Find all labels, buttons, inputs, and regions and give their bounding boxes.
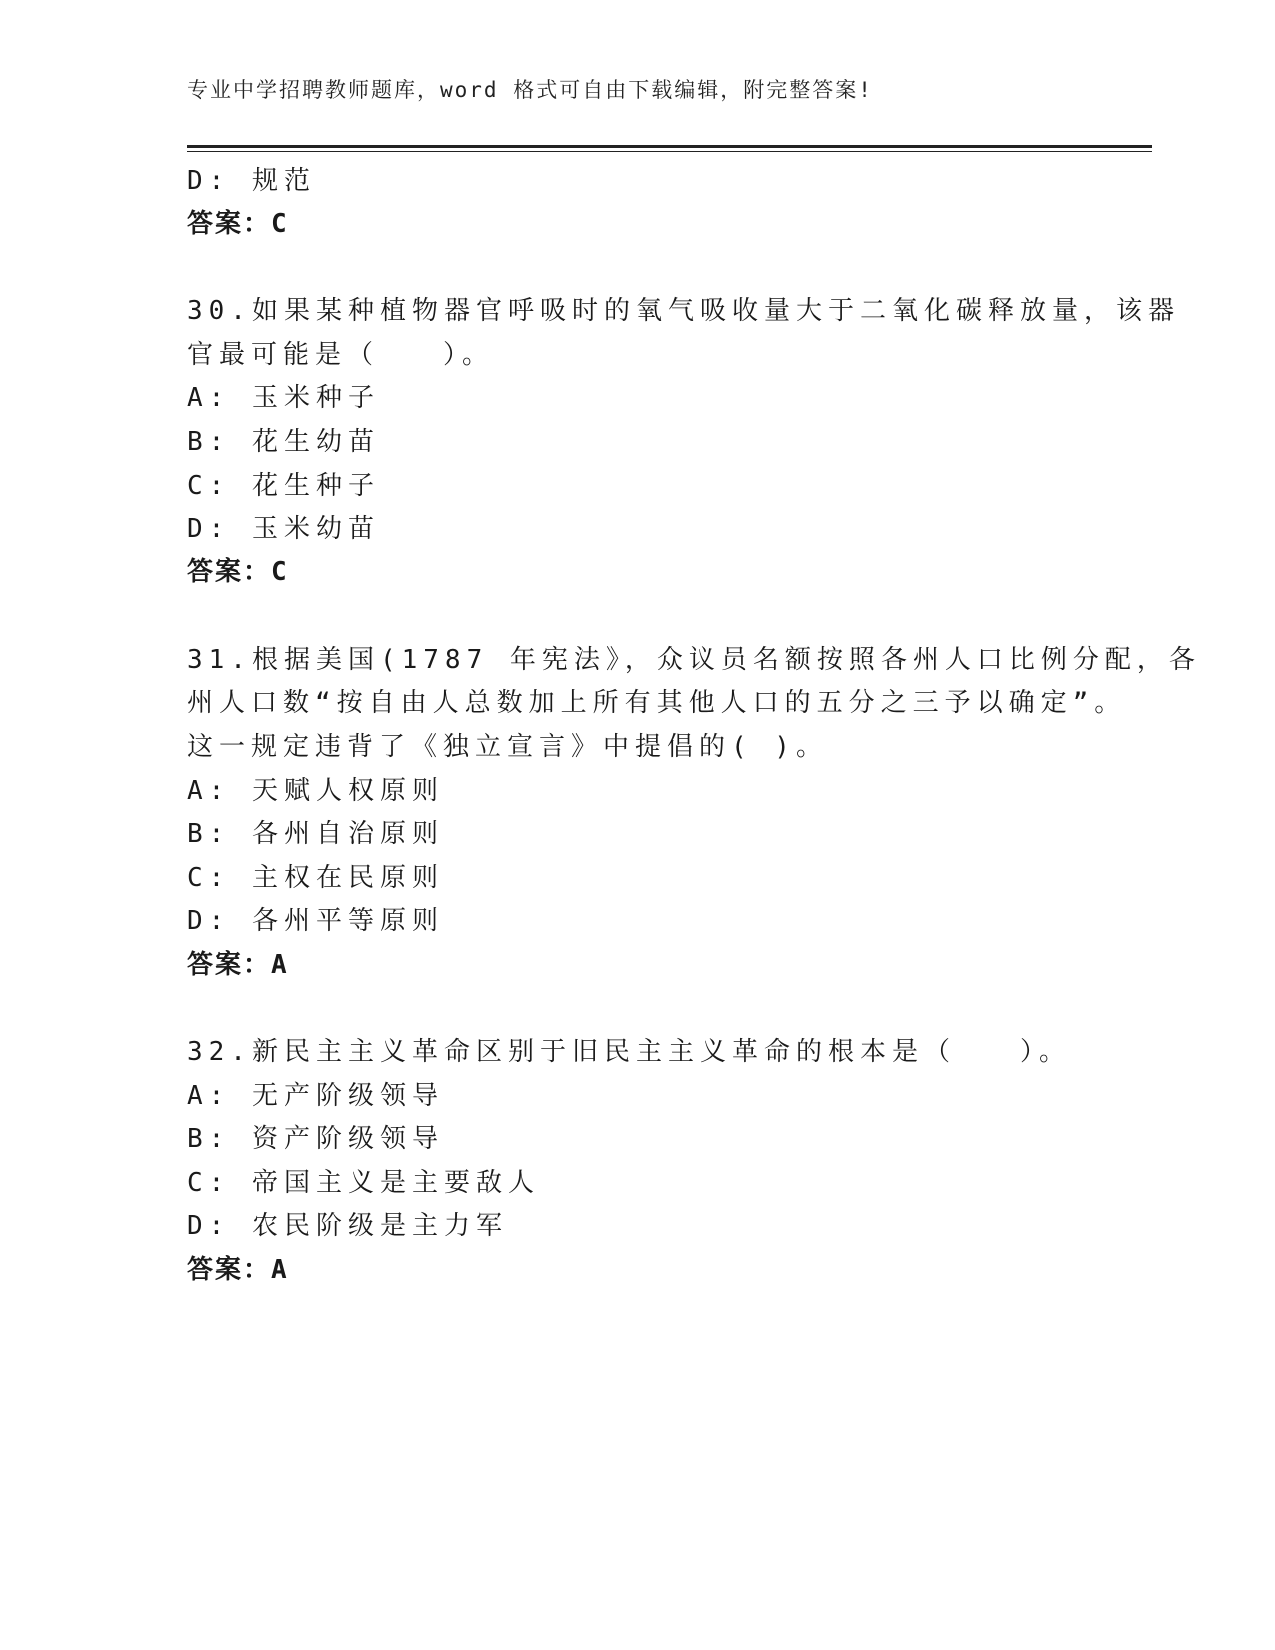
option-c: C: 花生种子 bbox=[187, 471, 380, 501]
answer: 答案：A bbox=[187, 950, 289, 980]
header-rule-thick bbox=[187, 145, 1152, 148]
option-d: D: 玉米幼苗 bbox=[187, 514, 380, 544]
answer: 答案：C bbox=[187, 557, 289, 587]
option-a: A: 无产阶级领导 bbox=[187, 1081, 444, 1111]
question-stem: 官最可能是（ ）。 bbox=[187, 340, 495, 370]
question-stem: 30.如果某种植物器官呼吸时的氧气吸收量大于二氧化碳释放量，该器 bbox=[187, 296, 1180, 326]
answer: 答案：C bbox=[187, 209, 289, 239]
option-d: D: 农民阶级是主力军 bbox=[187, 1211, 508, 1241]
option-b: B: 各州自治原则 bbox=[187, 819, 444, 849]
option-d: D: 各州平等原则 bbox=[187, 906, 444, 936]
question-stem: 32.新民主主义革命区别于旧民主主义革命的根本是（ ）。 bbox=[187, 1037, 1071, 1067]
header-rule-thin bbox=[187, 151, 1152, 152]
option-a: A: 天赋人权原则 bbox=[187, 776, 444, 806]
option-c: C: 帝国主义是主要敌人 bbox=[187, 1168, 540, 1198]
question-stem: 这一规定违背了《独立宣言》中提倡的( )。 bbox=[187, 732, 828, 762]
answer: 答案：A bbox=[187, 1255, 289, 1285]
option-b: B: 花生幼苗 bbox=[187, 427, 380, 457]
page-header: 专业中学招聘教师题库，word 格式可自由下载编辑，附完整答案! bbox=[187, 78, 873, 102]
option-b: B: 资产阶级领导 bbox=[187, 1124, 444, 1154]
option-a: A: 玉米种子 bbox=[187, 383, 380, 413]
option-c: C: 主权在民原则 bbox=[187, 863, 444, 893]
option-d: D: 规范 bbox=[187, 166, 316, 196]
question-stem: 州人口数“按自由人总数加上所有其他人口的五分之三予以确定”。 bbox=[187, 688, 1127, 718]
question-stem: 31.根据美国(1787 年宪法》，众议员名额按照各州人口比例分配，各 bbox=[187, 645, 1201, 675]
